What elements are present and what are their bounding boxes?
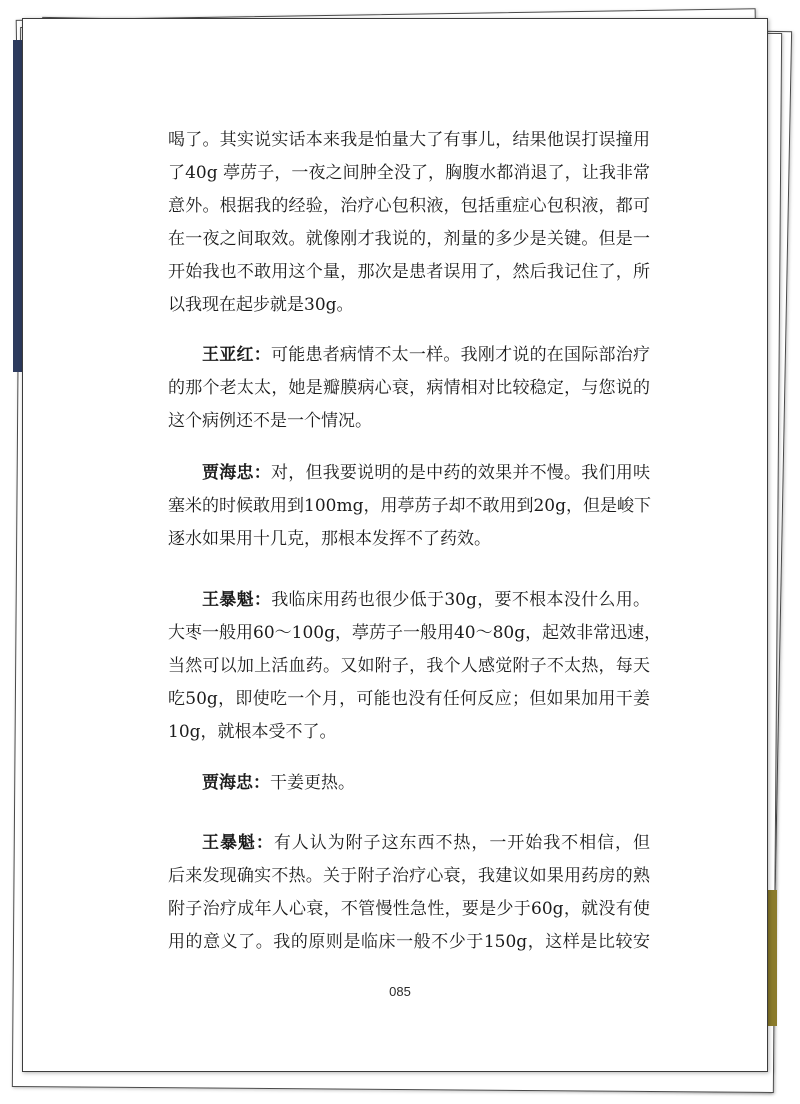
text-line: 的那个老太太，她是瓣膜病心衰，病情相对比较稳定，与您说的 (168, 378, 650, 398)
text-line: 开始我也不敢用这个量，那次是患者误用了，然后我记住了，所 (168, 262, 650, 282)
speech-text: 我临床用药也很少低于30g，要不根本没什么用。 (271, 590, 651, 610)
text-line: 附子治疗成年人心衰，不管慢性急性，要是少于60g，就没有使 (168, 899, 650, 919)
text-line: 以我现在起步就是30g。 (168, 295, 354, 315)
text-line: 了40g 葶苈子，一夜之间肿全没了，胸腹水都消退了，让我非常 (168, 163, 650, 183)
paragraph (168, 584, 662, 749)
speaker-name: 贾海忠： (202, 463, 271, 483)
speaker-name: 王暴魁： (202, 590, 272, 610)
text-line (168, 827, 650, 860)
paragraph (168, 124, 650, 322)
speech-text: 可能患者病情不太一样。我刚才说的在国际部治疗 (270, 345, 651, 365)
text-line: 当然可以加上活血药。又如附子，我个人感觉附子不太热，每天 (168, 656, 650, 676)
text-line (168, 584, 650, 617)
text-line: 吃50g，即使吃一个月，可能也没有任何反应；但如果加用干姜 (168, 689, 650, 709)
text-line: 逐水如果用十几克，那根本发挥不了药效。 (168, 529, 491, 549)
speech-text: 对，但我要说明的是中药的效果并不慢。我们用呋 (270, 463, 651, 483)
text-line: 后来发现确实不热。关于附子治疗心衰，我建议如果用药房的熟 (168, 866, 650, 886)
text-line (168, 767, 650, 800)
paragraph (168, 457, 650, 556)
text-line: 意外。根据我的经验，治疗心包积液，包括重症心包积液，都可 (168, 196, 650, 216)
speech-text: 干姜更热。 (270, 773, 355, 793)
speaker-name: 王亚红： (202, 345, 271, 365)
text-line: 用的意义了。我的原则是临床一般不少于150g，这样是比较安 (168, 932, 650, 952)
text-line: 在一夜之间取效。就像刚才我说的，剂量的多少是关键。但是一 (168, 229, 650, 249)
paragraph (168, 827, 650, 959)
text-line (168, 457, 650, 490)
text-line (168, 339, 650, 372)
paragraph (168, 767, 650, 800)
text-line: 喝了。其实说实话本来我是怕量大了有事儿，结果他误打误撞用 (168, 130, 650, 150)
text-line: 塞米的时候敢用到100mg，用葶苈子却不敢用到20g，但是峻下 (168, 496, 651, 516)
speaker-name: 贾海忠： (202, 773, 270, 793)
page-number: 085 (389, 984, 411, 999)
speech-text: 有人认为附子这东西不热，一开始我不相信，但 (273, 833, 651, 853)
text-line: 这个病例还不是一个情况。 (168, 411, 372, 431)
paragraph (168, 339, 650, 438)
text-line: 10g，就根本受不了。 (168, 722, 337, 742)
text-line: 大枣一般用60～100g，葶苈子一般用40～80g，起效非常迅速， (168, 623, 662, 643)
speaker-name: 王暴魁： (202, 833, 274, 853)
book-cover-edge-right (767, 890, 777, 1026)
